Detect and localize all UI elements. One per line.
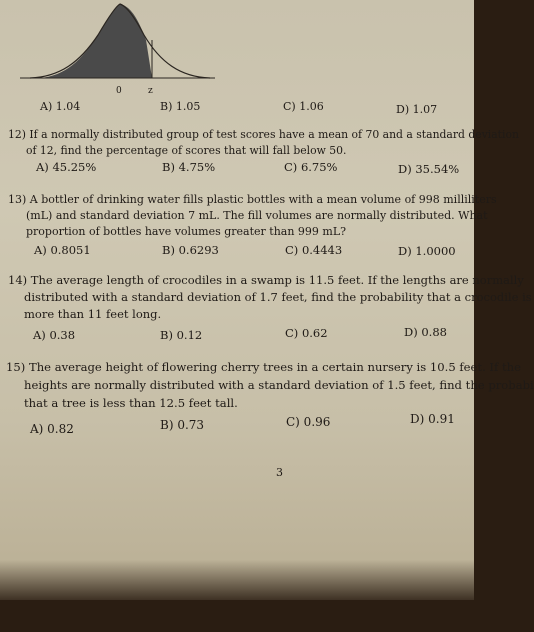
q14-option-d: D) 0.88 bbox=[404, 325, 447, 339]
q12-option-d: D) 35.54% bbox=[398, 162, 460, 176]
q14-option-c: C) 0.62 bbox=[285, 326, 328, 340]
question-14 bbox=[8, 272, 532, 323]
q14-option-b: B) 0.12 bbox=[160, 328, 203, 342]
question-14-line: 14) The average length of crocodiles in a swamp is 11.5 feet. If the lengths are normally bbox=[8, 273, 524, 287]
question-12 bbox=[8, 127, 519, 159]
background-shadow bbox=[0, 560, 474, 632]
question-15-line: that a tree is less than 12.5 feet tall. bbox=[24, 396, 238, 410]
q13-option-c: C) 0.4443 bbox=[285, 243, 343, 257]
shaded-area bbox=[40, 4, 152, 78]
q12-option-b: B) 4.75% bbox=[162, 160, 216, 174]
q12-option-a: A) 45.25% bbox=[36, 160, 97, 174]
q14-option-a: A) 0.38 bbox=[33, 328, 76, 342]
q13-option-d: D) 1.0000 bbox=[398, 244, 456, 258]
tick-label-zero: 0 bbox=[116, 86, 122, 96]
question-15-line: 15) The average height of flowering cherry trees in a certain nursery is 10.5 feet. If the bbox=[6, 360, 521, 374]
tick-label-z: z bbox=[148, 86, 153, 96]
page-number: 3 bbox=[276, 466, 283, 479]
q15-option-c: C) 0.96 bbox=[286, 415, 331, 429]
q12-option-c: C) 6.75% bbox=[284, 160, 338, 174]
q15-option-a: A) 0.82 bbox=[30, 422, 74, 436]
q15-option-d: D) 0.91 bbox=[410, 412, 455, 426]
question-12-line: 12) If a normally distributed group of test scores have a mean of 70 and a standard deviation bbox=[8, 128, 519, 141]
question-15-line: heights are normally distributed with a standard deviation of 1.5 feet, find the probabi bbox=[24, 378, 534, 392]
q11-option-b: B) 1.05 bbox=[160, 100, 201, 113]
question-13 bbox=[8, 192, 497, 240]
normal-curve-figure bbox=[20, 0, 220, 84]
q15-option-b: B) 0.73 bbox=[160, 418, 205, 432]
q11-option-a: A) 1.04 bbox=[40, 100, 81, 113]
question-13-line: (mL) and standard deviation 7 mL. The fill volumes are normally distributed. What bbox=[26, 209, 488, 222]
q11-option-d: D) 1.07 bbox=[396, 103, 438, 116]
question-14-line: distributed with a standard deviation of 1.7 feet, find the probability that a crocodile is bbox=[24, 290, 532, 304]
q11-option-c: C) 1.06 bbox=[283, 100, 324, 113]
question-13-line: 13) A bottler of drinking water fills plastic bottles with a mean volume of 998 milliliters bbox=[8, 193, 497, 206]
question-14-line: more than 11 feet long. bbox=[24, 307, 162, 321]
question-15 bbox=[6, 358, 534, 412]
q13-option-a: A) 0.8051 bbox=[34, 243, 91, 257]
question-13-line: proportion of bottles have volumes greater than 999 mL? bbox=[26, 225, 347, 238]
q13-option-b: B) 0.6293 bbox=[162, 243, 219, 257]
question-12-line: of 12, find the percentage of scores that will fall below 50. bbox=[26, 144, 347, 157]
